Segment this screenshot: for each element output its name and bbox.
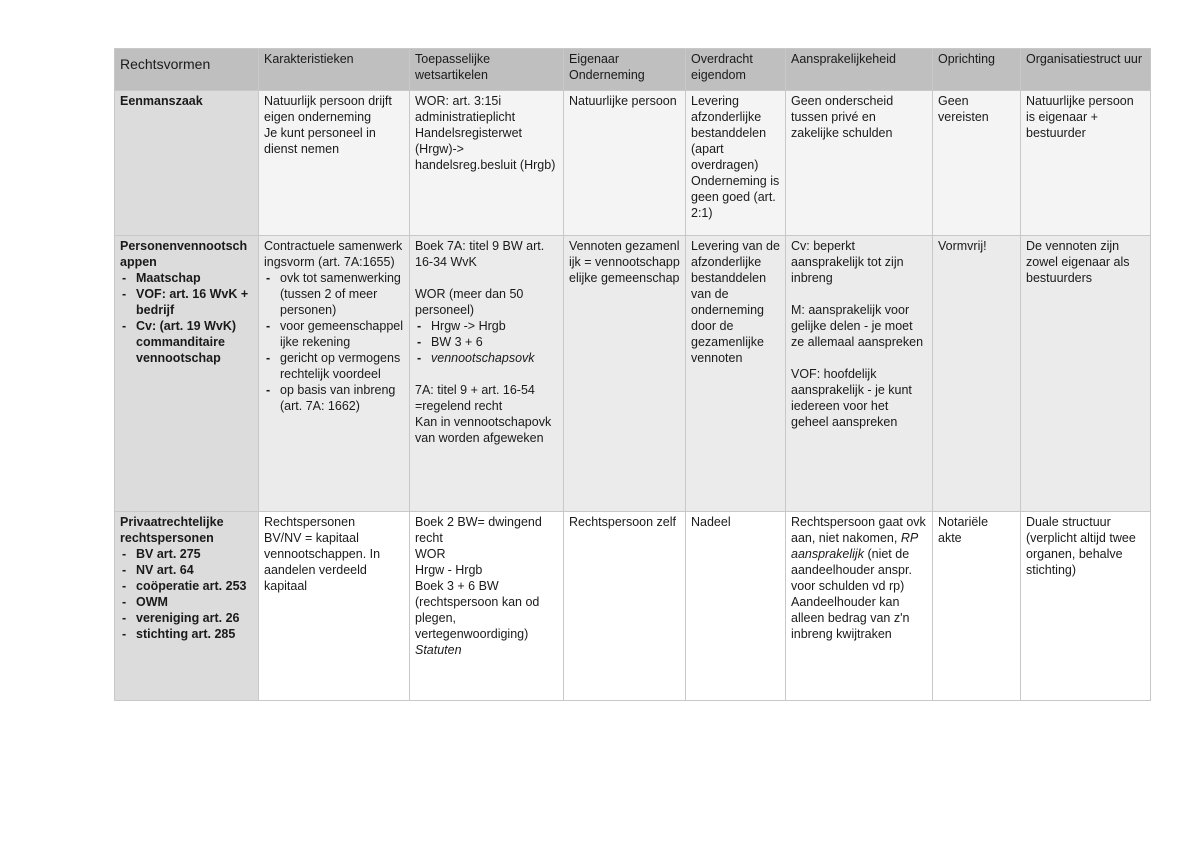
organisatie-cell: De vennoten zijn zowel eigenaar als bestuurders [1021, 236, 1151, 512]
wetsartikelen-cell [410, 236, 564, 512]
karakteristieken-list [264, 270, 404, 414]
header-karakteristieken: Karakteristieken [259, 49, 410, 91]
list-item: - Maatschap [120, 270, 253, 286]
aansprakelijkheid-text: (niet de aandeelhouder anspr. voor schulden vd rp) [791, 547, 912, 593]
legal-forms-table [114, 48, 1151, 701]
wetsartikelen-list [415, 318, 558, 366]
karakteristieken-line: BV/NV = kapitaal vennootschappen. In aandelen verdeeld kapitaal [264, 531, 381, 593]
aansprakelijkheid-cell [786, 512, 933, 701]
aansprakelijkheid-cell: Geen onderscheid tussen privé en zakelijke schulden [786, 91, 933, 236]
spacer [791, 286, 927, 302]
karakteristieken-line: Rechtspersonen [264, 515, 356, 529]
table-header-row [115, 49, 1151, 91]
wetsartikelen-italic: Statuten [415, 643, 462, 657]
wetsartikelen-line: 7A: titel 9 + art. 16-54 =regelend recht [415, 383, 535, 413]
oprichting-cell: Geen vereisten [933, 91, 1021, 236]
list-item: - stichting art. 285 [120, 626, 253, 642]
oprichting-cell: Notariële akte [933, 512, 1021, 701]
list-item: - NV art. 64 [120, 562, 253, 578]
wetsartikelen-line: Boek 3 + 6 BW (rechtspersoon kan od plegen, vertegenwoordiging) [415, 579, 540, 641]
wetsartikelen-line: WOR (meer dan 50 personeel) [415, 287, 524, 317]
rechtsvorm-title: Privaatrechtelijke rechtspersonen [120, 515, 224, 545]
eigenaar-cell: Natuurlijke persoon [564, 91, 686, 236]
list-item: - OWM [120, 594, 253, 610]
list-item: - BW 3 + 6 [415, 334, 558, 350]
subtype-list [120, 270, 253, 366]
oprichting-cell: Vormvrij! [933, 236, 1021, 512]
aansprakelijkheid-cell [786, 236, 933, 512]
table-row [115, 236, 1151, 512]
organisatie-cell: Natuurlijke persoon is eigenaar + bestuurder [1021, 91, 1151, 236]
overdracht-cell: Levering van de afzonderlijke bestanddelen van de onderneming door de gezamenlijke vennoten [686, 236, 786, 512]
overdracht-cell: Levering afzonderlijke bestanddelen (apart overdragen) Onderneming is geen goed (art. 2:1) [686, 91, 786, 236]
wetsartikelen-line: WOR [415, 547, 446, 561]
spacer [415, 270, 558, 286]
header-aansprakelijkheid: Aansprakelijkeheid [786, 49, 933, 91]
table-row [115, 512, 1151, 701]
wetsartikelen-cell: WOR: art. 3:15i administratieplicht Handelsregisterwet (Hrgw)-> handelsreg.besluit (Hrgb) [410, 91, 564, 236]
list-item: - coöperatie art. 253 [120, 578, 253, 594]
list-item [415, 350, 558, 366]
eigenaar-cell: Vennoten gezamenlijk = vennootschappelijke gemeenschap [564, 236, 686, 512]
rechtsvorm-title: Personenvennootschappen [120, 239, 248, 269]
header-oprichting: Oprichting [933, 49, 1021, 91]
header-organisatie: Organisatiestruct uur [1021, 49, 1151, 91]
rechtsvorm-personenvennootschappen [115, 236, 259, 512]
aansprakelijkheid-line: VOF: hoofdelijk aansprakelijk - je kunt iedereen voor het geheel aanspreken [791, 367, 912, 429]
aansprakelijkheid-text: Rechtspersoon gaat ovk aan, niet nakomen, [791, 515, 926, 545]
karakteristieken-cell [259, 91, 410, 236]
karakteristieken-cell [259, 236, 410, 512]
list-item: - vereniging art. 26 [120, 610, 253, 626]
wetsartikelen-line: Kan in vennootschapovk van worden afgeweken [415, 415, 552, 445]
organisatie-cell: Duale structuur (verplicht altijd twee organen, behalve stichting) [1021, 512, 1151, 701]
wetsartikelen-line: Hrgw - Hrgb [415, 563, 483, 577]
list-item: - VOF: art. 16 WvK + bedrijf [120, 286, 253, 318]
list-item: - Hrgw -> Hrgb [415, 318, 558, 334]
aansprakelijkheid-line: M: aansprakelijk voor gelijke delen - je moet ze allemaal aanspreken [791, 303, 924, 349]
rechtsvorm-privaatrechtelijke [115, 512, 259, 701]
list-item: - ovk tot samenwerking (tussen 2 of meer personen) [264, 270, 404, 318]
wetsartikelen-line: Boek 2 BW= dwingend recht [415, 515, 542, 545]
table-row [115, 91, 1151, 236]
aansprakelijkheid-line: Cv: beperkt aansprakelijk tot zijn inbreng [791, 239, 904, 285]
header-overdracht: Overdracht eigendom [686, 49, 786, 91]
list-item: - gericht op vermogensrechtelijk voordeel [264, 350, 404, 382]
aansprakelijkheid-italic: RP aansprakelijk [791, 531, 918, 561]
karakteristieken-line: Natuurlijk persoon drijft eigen onderneming [264, 94, 392, 124]
spacer [791, 350, 927, 366]
list-item: - op basis van inbreng (art. 7A: 1662) [264, 382, 404, 414]
karakteristieken-cell [259, 512, 410, 701]
karakteristieken-intro: Contractuele samenwerkingsvorm (art. 7A:1655) [264, 239, 403, 269]
list-item: - voor gemeenschappelijke rekening [264, 318, 404, 350]
karakteristieken-line: Je kunt personeel in dienst nemen [264, 126, 376, 156]
overdracht-cell: Nadeel [686, 512, 786, 701]
header-rechtsvormen: Rechtsvormen [115, 49, 259, 91]
header-wetsartikelen: Toepasselijke wetsartikelen [410, 49, 564, 91]
italic-text: vennootschapsovk [431, 351, 535, 365]
header-eigenaar: Eigenaar Onderneming [564, 49, 686, 91]
eigenaar-cell: Rechtspersoon zelf [564, 512, 686, 701]
wetsartikelen-line: Boek 7A: titel 9 BW art. 16-34 WvK [415, 239, 545, 269]
wetsartikelen-cell [410, 512, 564, 701]
aansprakelijkheid-line: Aandeelhouder kan alleen bedrag van z'n inbreng kwijtraken [791, 595, 910, 641]
spacer [415, 366, 558, 382]
subtype-list [120, 546, 253, 642]
rechtsvorm-eenmanszaak: Eenmanszaak [115, 91, 259, 236]
list-item: - Cv: (art. 19 WvK) commanditaire vennootschap [120, 318, 253, 366]
list-item: - BV art. 275 [120, 546, 253, 562]
